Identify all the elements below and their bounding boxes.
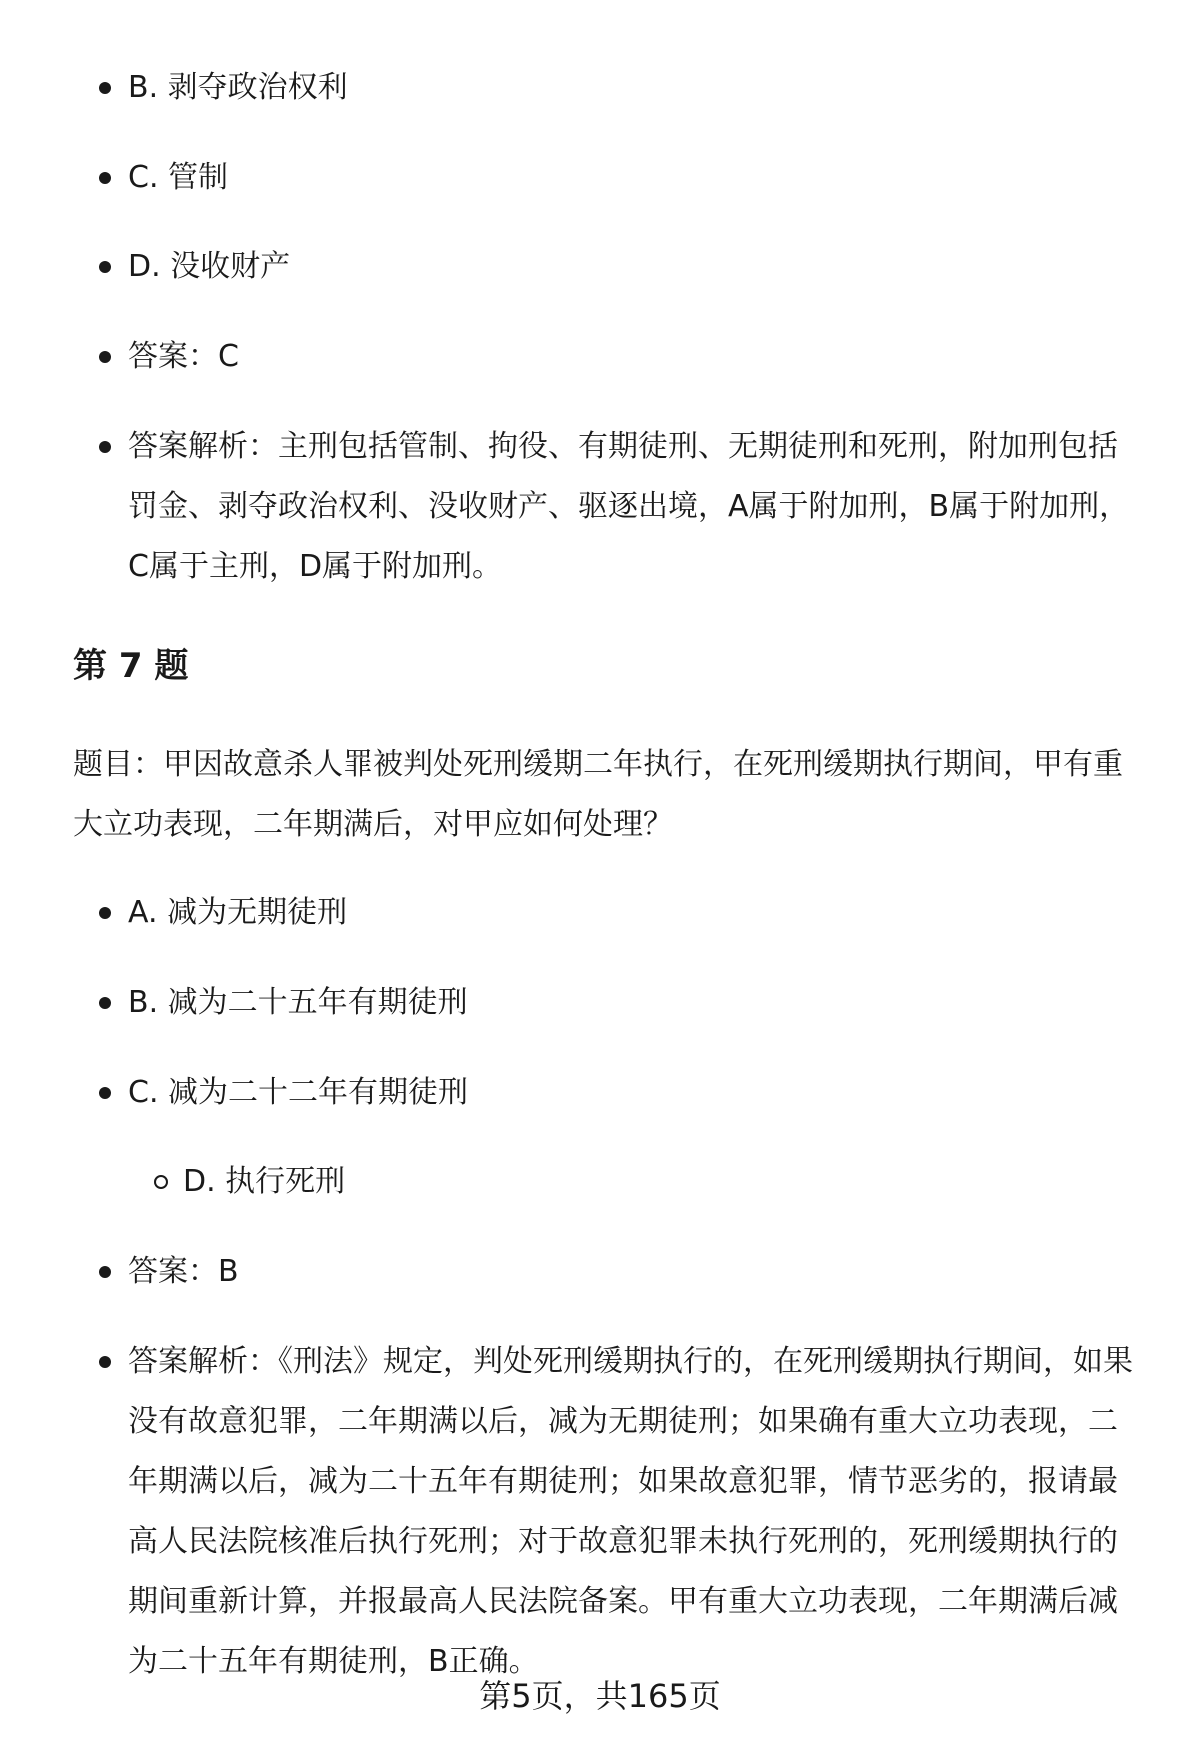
question-7-heading: 第 7 题 [73, 646, 189, 686]
option-a: A. 减为无期徒刑 [128, 883, 1143, 943]
answer: 答案：B [128, 1242, 1143, 1302]
option-c-prev: C. 管制 [128, 148, 1143, 208]
option-d-prev: D. 没收财产 [128, 237, 1143, 297]
answer-prev: 答案：C [128, 327, 1143, 387]
question-7-stem: 题目：甲因故意杀人罪被判处死刑缓期二年执行，在死刑缓期执行期间，甲有重大立功表现，二年期满后，对甲应如何处理？ [73, 747, 1123, 842]
page-number: 第5页，共165页 [479, 1677, 721, 1715]
explanation-prev: 答案解析：主刑包括管制、拘役、有期徒刑、无期徒刑和死刑，附加刑包括罚金、剥夺政治权利、没收财产、驱逐出境，A属于附加刑，B属于附加刑，C属于主刑，D属于附加刑。 [128, 417, 1143, 597]
explanation: 答案解析：《刑法》规定，判处死刑缓期执行的，在死刑缓期执行期间，如果没有故意犯罪，二年期满以后，减为无期徒刑；如果确有重大立功表现，二年期满以后，减为二十五年有期徒刑；如果故意犯罪，情节恶劣的，报请最高人民法院核准后执行死刑；对于故意犯罪未执行死刑的，死刑缓期执行的期间重新计算，并报最高人民法院备案。甲有重大立功表现，二年期满后减为二十五年有期徒刑，B正确。 [128, 1332, 1143, 1692]
option-b: B. 减为二十五年有期徒刑 [128, 973, 1143, 1033]
option-c: C. 减为二十二年有期徒刑 [128, 1063, 1143, 1123]
option-b-prev: B. 剥夺政治权利 [128, 58, 1143, 118]
option-d: D. 执行死刑 [183, 1152, 1143, 1212]
